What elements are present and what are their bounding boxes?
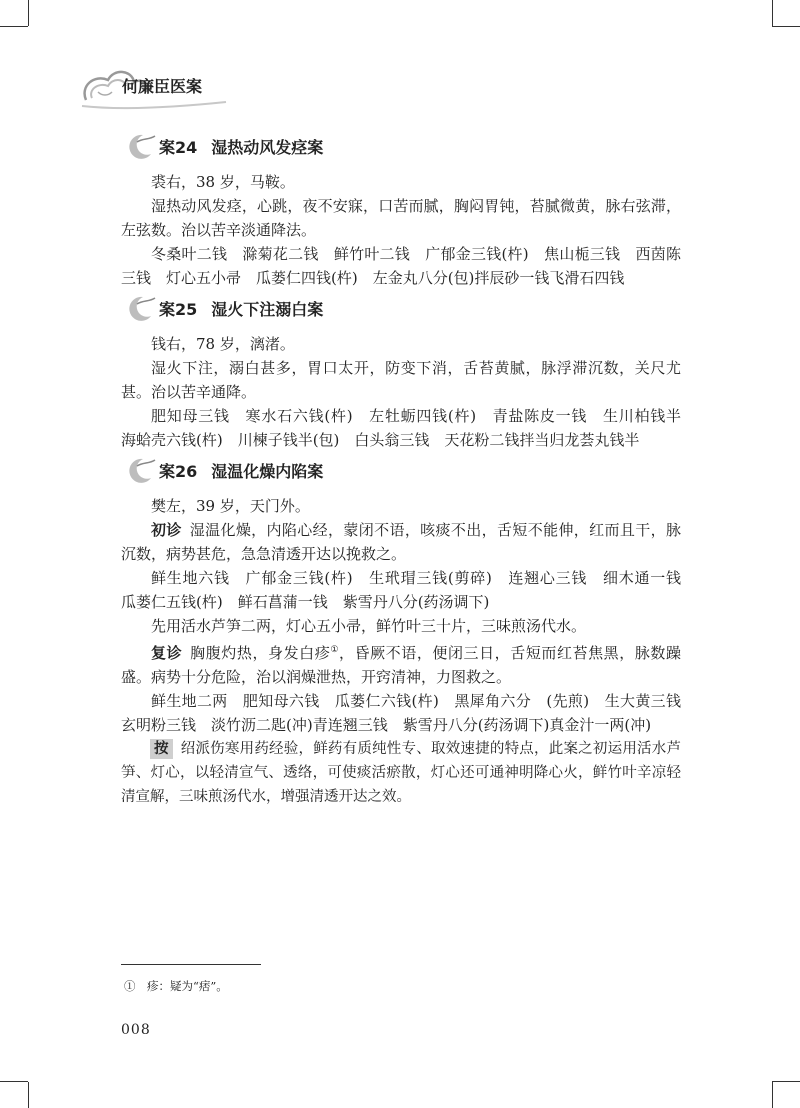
- commentary-text: 绍派伤寒用药经验，鲜药有质纯性专、取效速捷的特点，此案之初运用活水芦笋、灯心，以轻清宣气、透络，可使痰活瘀散，灯心还可通神明降心火，鲜竹叶辛凉轻清宣解，三味煎汤代水，增强清透开达之效。: [121, 741, 681, 805]
- crop-mark: [772, 0, 773, 26]
- case-number: 案24: [159, 138, 198, 157]
- footnote-ref[interactable]: ①: [330, 645, 339, 655]
- crescent-ornament-icon: [121, 294, 157, 322]
- case-heading: [121, 132, 681, 162]
- patient-info: 樊左，39 岁，天门外。: [151, 497, 310, 515]
- page-number: 008: [121, 1022, 151, 1038]
- crop-mark: [0, 26, 28, 27]
- second-visit-text-a: 胸腹灼热，身发白疹: [190, 644, 331, 662]
- patient-info: 裘右，38 岁，马鞍。: [151, 173, 295, 191]
- crop-mark: [28, 1082, 29, 1108]
- page-body: [121, 132, 697, 809]
- second-visit-text-b: ，昏厥不语，便闭三日，舌短而红苔焦黑，脉数躁盛。病势十分危险，治以润燥泄热，开窍清神，力图救之。: [121, 644, 681, 686]
- second-visit-label: 复诊: [151, 644, 183, 662]
- first-visit: [121, 518, 681, 566]
- prescription: 冬桑叶二钱 滁菊花二钱 鲜竹叶二钱 广郁金三钱(杵) 焦山栀三钱 西茵陈三钱 灯心五小帚 瓜蒌仁四钱(杵) 左金丸八分(包)拌辰砂一钱飞滑石四钱: [121, 245, 681, 287]
- prescription: 肥知母三钱 寒水石六钱(杵) 左牡蛎四钱(杵) 青盐陈皮一钱 生川柏钱半 海蛤壳六钱(杵) 川楝子钱半(包) 白头翁三钱 天花粉二钱拌当归龙荟丸钱半: [121, 407, 697, 449]
- crescent-ornament-icon: [121, 456, 157, 484]
- prescription-note: 先用活水芦笋二两，灯心五小帚，鲜竹叶三十片，三味煎汤代水。: [151, 617, 587, 635]
- case-name: 湿火下注溺白案: [211, 300, 324, 319]
- case-heading: [121, 294, 681, 324]
- commentary: [121, 737, 681, 809]
- crop-mark: [772, 26, 800, 27]
- case-title: [159, 297, 323, 320]
- case-number: 案26: [159, 462, 198, 481]
- crop-mark: [0, 1081, 28, 1082]
- case-number: 案25: [159, 300, 198, 319]
- patient-info: 钱右，78 岁，漓渚。: [151, 335, 295, 353]
- commentary-label: 按: [150, 739, 173, 759]
- case-description: 湿热动风发痉，心跳，夜不安寐，口苦而腻，胸闷胃钝，苔腻微黄，脉右弦滞，左弦数。治以苦辛淡通降法。: [121, 197, 681, 239]
- case-heading: [121, 456, 681, 486]
- first-visit-text: 湿温化燥，内陷心经，蒙闭不语，咳痰不出，舌短不能伸，红而且干，脉沉数，病势甚危，急急清透开达以挽救之。: [121, 521, 681, 563]
- footnote-divider: [121, 964, 261, 965]
- prescription: 鲜生地六钱 广郁金三钱(杵) 生玳瑁三钱(剪碎) 连翘心三钱 细木通一钱 瓜蒌仁五钱(杵) 鲜石菖蒲一钱 紫雪丹八分(药汤调下): [121, 569, 697, 611]
- case-description: 湿火下注，溺白甚多，胃口太开，防变下消，舌苔黄腻，脉浮滞沉数，关尺尤甚。治以苦辛通降。: [121, 359, 681, 401]
- case-name: 湿温化燥内陷案: [211, 462, 324, 481]
- running-header-title: 何廉臣医案: [122, 77, 203, 96]
- crop-mark: [772, 1082, 773, 1108]
- crescent-ornament-icon: [121, 132, 157, 160]
- crop-mark: [28, 0, 29, 26]
- first-visit-label: 初诊: [151, 521, 182, 539]
- footnote: ① 疹：疑为“痞”。: [124, 979, 228, 993]
- case-title: [159, 135, 323, 158]
- second-visit: [121, 638, 681, 689]
- prescription: 鲜生地二两 肥知母六钱 瓜蒌仁六钱(杵) 黑犀角六分 (先煎) 生大黄三钱 玄明粉三钱 淡竹沥二匙(冲)青连翘三钱 紫雪丹八分(药汤调下)真金汁一两(冲): [121, 692, 697, 734]
- case-title: [159, 459, 323, 482]
- crop-mark: [772, 1081, 800, 1082]
- case-name: 湿热动风发痉案: [211, 138, 324, 157]
